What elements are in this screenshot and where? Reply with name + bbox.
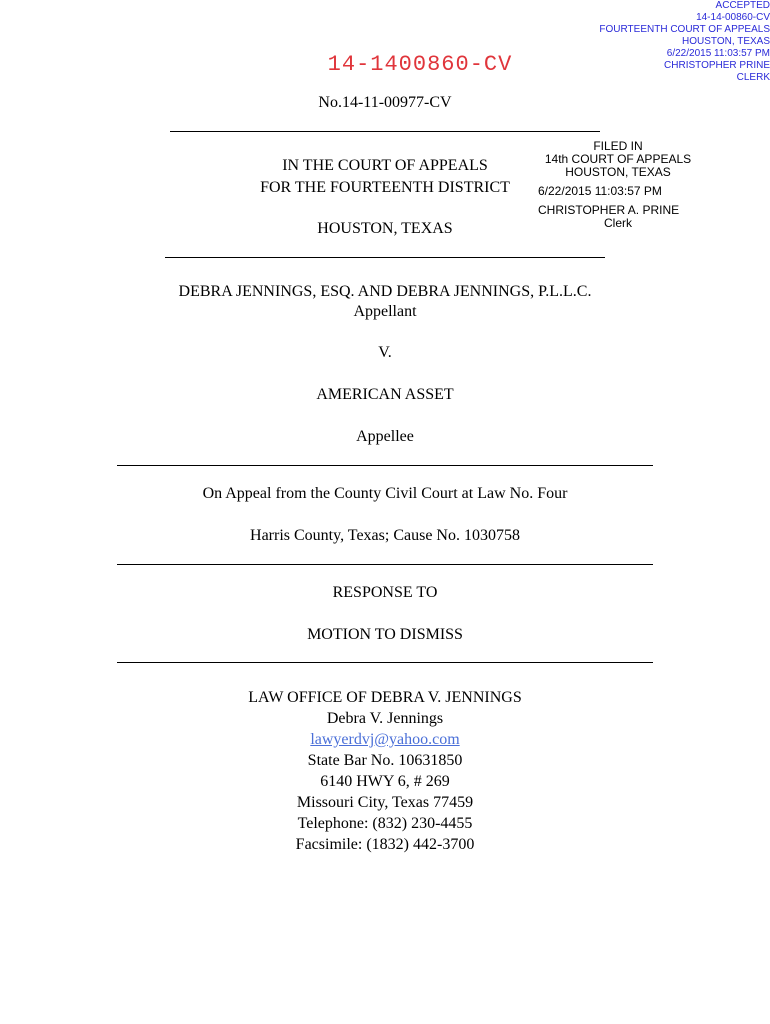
versus: V. bbox=[378, 344, 392, 361]
attorney-address-line-2: Missouri City, Texas 77459 bbox=[296, 794, 474, 811]
attorney-bar-number: State Bar No. 10631850 bbox=[307, 752, 463, 769]
filed-stamp-line: 14th COURT OF APPEALS bbox=[544, 152, 692, 166]
appeal-line-1: On Appeal from the County Civil Court at Law No. Four bbox=[202, 485, 568, 502]
appellant-label: Appellant bbox=[353, 303, 417, 320]
attorney-block bbox=[0, 687, 770, 855]
divider-rule bbox=[170, 131, 600, 132]
filed-stamp-line: FILED IN bbox=[593, 139, 643, 153]
document-title-line-1: RESPONSE TO bbox=[332, 584, 438, 601]
filed-stamp-datetime: 6/22/2015 11:03:57 PM bbox=[538, 184, 662, 198]
attorney-facsimile: Facsimile: (1832) 442-3700 bbox=[295, 836, 475, 853]
court-heading bbox=[230, 155, 540, 199]
accepted-stamp-line: ACCEPTED bbox=[715, 0, 770, 11]
attorney-firm: LAW OFFICE OF DEBRA V. JENNINGS bbox=[248, 689, 522, 706]
red-case-number: 14-1400860-CV bbox=[327, 52, 513, 77]
accepted-stamp-line: CHRISTOPHER PRINE bbox=[664, 60, 770, 71]
divider-rule bbox=[165, 257, 605, 258]
accepted-stamp-line: 6/22/2015 11:03:57 PM bbox=[666, 48, 770, 59]
accepted-stamp-line: FOURTEENTH COURT OF APPEALS bbox=[599, 24, 770, 35]
filed-stamp-clerk-title: Clerk bbox=[603, 216, 632, 230]
accepted-stamp-line: HOUSTON, TEXAS bbox=[682, 36, 770, 47]
court-line-1: IN THE COURT OF APPEALS bbox=[282, 157, 488, 174]
appellee-label: Appellee bbox=[356, 428, 414, 445]
court-location: HOUSTON, TEXAS bbox=[317, 220, 453, 237]
attorney-name: Debra V. Jennings bbox=[326, 710, 444, 727]
accepted-stamp-line: 14-14-00860-CV bbox=[696, 12, 770, 23]
divider-rule bbox=[117, 465, 653, 466]
divider-rule bbox=[117, 564, 653, 565]
divider-rule bbox=[117, 662, 653, 663]
case-number: No.14-11-00977-CV bbox=[318, 94, 452, 111]
document-title-line-2: MOTION TO DISMISS bbox=[307, 626, 463, 643]
filed-stamp-clerk-name: CHRISTOPHER A. PRINE bbox=[538, 203, 680, 217]
appellant-name: DEBRA JENNINGS, ESQ. AND DEBRA JENNINGS, P.L.L.C. bbox=[178, 283, 592, 300]
court-line-2: FOR THE FOURTEENTH DISTRICT bbox=[260, 179, 510, 196]
attorney-telephone: Telephone: (832) 230-4455 bbox=[297, 815, 473, 832]
filed-stamp-line: HOUSTON, TEXAS bbox=[565, 165, 671, 179]
attorney-address-line-1: 6140 HWY 6, # 269 bbox=[320, 773, 450, 790]
appeal-line-2: Harris County, Texas; Cause No. 1030758 bbox=[250, 527, 520, 544]
filed-stamp bbox=[538, 140, 698, 230]
accepted-stamp-line: CLERK bbox=[736, 72, 770, 83]
appellee-name: AMERICAN ASSET bbox=[316, 386, 454, 403]
attorney-email-link[interactable]: lawyerdvj@yahoo.com bbox=[310, 731, 460, 748]
